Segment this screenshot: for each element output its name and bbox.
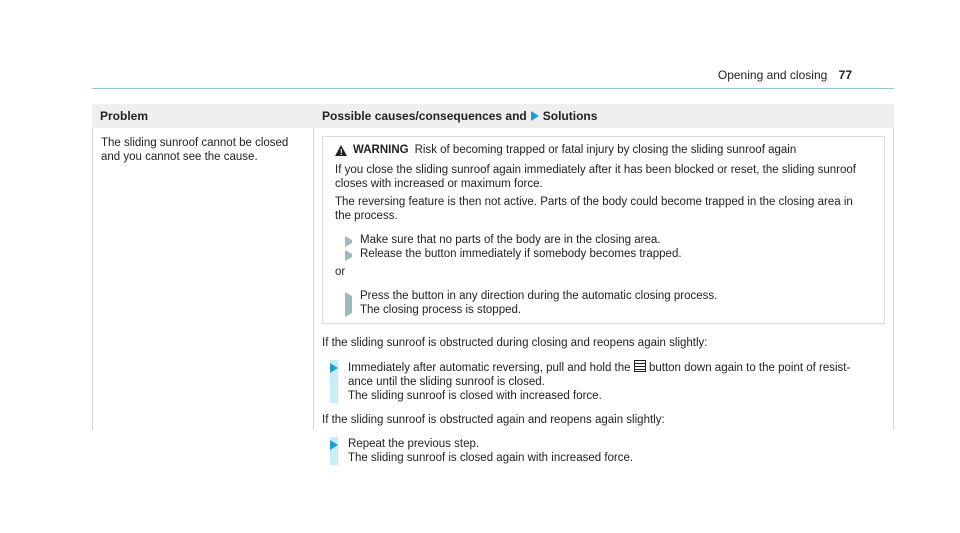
- warning-paragraph-1: [335, 163, 874, 191]
- step-1-post: button down again to the point of resist-: [648, 362, 851, 374]
- step-1: [330, 360, 885, 403]
- warning-label: WARNING: [353, 144, 409, 156]
- step-1-line-3: The sliding sunroof is closed with increased force.: [348, 390, 602, 402]
- bullet-1-text: Make sure that no parts of the body are in the closing area.: [360, 234, 661, 246]
- obstructed-text-1: If the sliding sunroof is obstructed during closing and reopens again slightly:: [322, 337, 708, 349]
- obstructed-text-2: If the sliding sunroof is obstructed again and reopens again slightly:: [322, 414, 665, 426]
- step-2-line-2: The sliding sunroof is closed again with increased force.: [348, 452, 634, 464]
- table-row: [92, 128, 894, 464]
- col-header-solutions-label: Solutions: [542, 109, 598, 123]
- warning-p2-line-2: the process.: [335, 210, 398, 222]
- arrow-bullet-icon: [345, 236, 352, 247]
- col-header-solutions: [314, 109, 597, 123]
- col-header-problem: Problem: [100, 109, 149, 123]
- warning-p1-line-1: If you close the sliding sunroof again immediately after it has been blocked or reset, the sliding sunroof: [335, 164, 856, 176]
- step-arrow-icon: [330, 440, 338, 450]
- warning-bullet-2: [345, 247, 874, 261]
- warning-bullet-1: [345, 233, 874, 247]
- problem-line-2: and you cannot see the cause.: [101, 151, 258, 163]
- step-bar: [330, 437, 338, 465]
- col-header-causes: Possible causes/consequences and: [322, 109, 527, 123]
- page-header: [718, 68, 852, 82]
- problem-solution-table: [92, 104, 894, 464]
- warning-p1-line-2: closes with increased or maximum force.: [335, 178, 543, 190]
- section-title: Opening and closing: [717, 68, 828, 82]
- page-number: 77: [838, 68, 852, 82]
- warning-title: Risk of becoming trapped or fatal injury by closing the sliding sunroof again: [414, 144, 797, 156]
- arrow-right-icon: [531, 111, 539, 121]
- bullet-2-text: Release the button immediately if somebody becomes trapped.: [360, 248, 682, 260]
- warning-or: or: [335, 266, 346, 278]
- step-1-line-2: ance until the sliding sunroof is closed.: [348, 376, 545, 388]
- arrow-bullet-icon: [345, 292, 352, 317]
- step-2-text: [348, 437, 633, 465]
- solution-cell: [314, 128, 894, 464]
- step-arrow-icon: [330, 363, 338, 373]
- warning-p2-line-1: The reversing feature is then not active. Parts of the body could become trapped in the closing area in: [335, 196, 853, 208]
- sunroof-button-icon: [634, 360, 646, 372]
- arrow-bullet-icon: [345, 250, 352, 261]
- warning-heading: [335, 143, 874, 157]
- warning-triangle-icon: !: [335, 145, 347, 156]
- step-2-line-1: Repeat the previous step.: [348, 438, 480, 450]
- warning-paragraph-2: [335, 195, 874, 223]
- header-rule: [92, 88, 894, 89]
- step-1-text: [348, 360, 850, 403]
- step-1-pre: Immediately after automatic reversing, pull and hold the: [348, 362, 631, 374]
- problem-cell: [92, 128, 314, 430]
- step-bar: [330, 360, 338, 403]
- problem-line-1: The sliding sunroof cannot be closed: [101, 137, 289, 149]
- bullet-3-text: [360, 289, 717, 317]
- bullet-3-line-1: Press the button in any direction during the automatic closing process.: [360, 290, 718, 302]
- bullet-3-line-2: The closing process is stopped.: [360, 304, 522, 316]
- step-1-line-1: [348, 360, 850, 375]
- warning-bullet-3: [345, 289, 874, 317]
- table-header: [92, 104, 894, 128]
- step-2: [330, 437, 885, 465]
- warning-box: [322, 136, 885, 324]
